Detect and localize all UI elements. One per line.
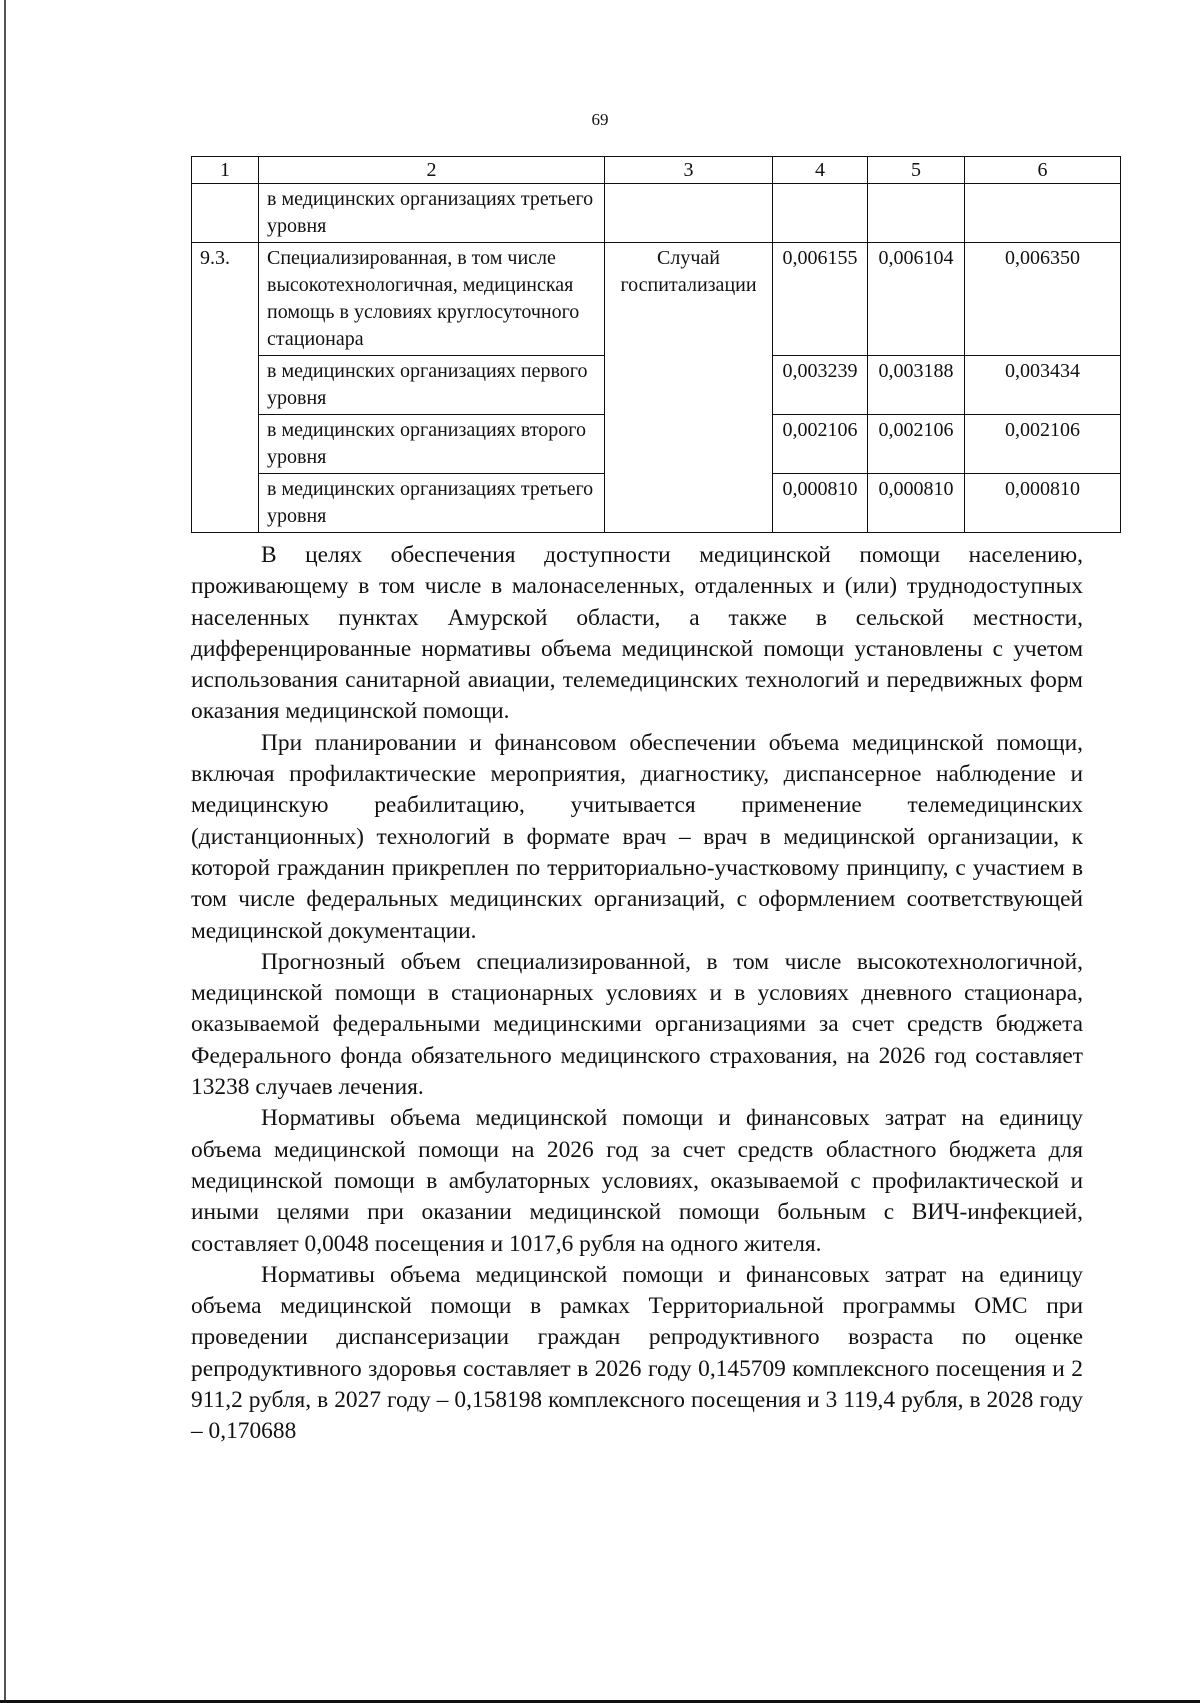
- row-number: 9.3.: [192, 243, 259, 533]
- row-value-2027: 0,003188: [868, 356, 965, 415]
- row-unit: [605, 184, 773, 243]
- paragraph-reproductive-norms: Нормативы объема медицинской помощи и финансовых затрат на единицу объема медицинской помощи в рамках Территориальной программы ОМС при проведении диспансеризации граждан репродуктивного возраста по оценке репродуктивного здоровья составляет в 2026 году 0,145709 комплексного посещения и 2 911,2 рубля, в 2027 году – 0,158198 комплексного посещения и 3 119,4 рубля, в 2028 году – 0,170688: [191, 1261, 1083, 1445]
- row-value-2026: 0,006155: [773, 243, 868, 356]
- row-value-2028: 0,000810: [965, 474, 1121, 533]
- row-number: [192, 184, 259, 243]
- row-value-2027: 0,006104: [868, 243, 965, 356]
- row-value-2028: 0,003434: [965, 356, 1121, 415]
- row-value-2027: [868, 184, 965, 243]
- row-name: в медицинских организациях третьего уровня: [259, 474, 605, 533]
- paragraph-forecast-volume: Прогнозный объем специализированной, в том числе высокотехнологичной, медицинской помощи в стационарных условиях и в условиях дневного стационара, оказываемой федеральными медицинскими организациями за счет средств бюджета Федерального фонда обязательного медицинского страхования, на 2026 год составляет 13238 случаев лечения.: [191, 948, 1083, 1101]
- row-value-2026: 0,003239: [773, 356, 868, 415]
- norms-table: [191, 156, 1121, 533]
- row-name: Специализированная, в том числе высокотехнологичная, медицинская помощь в условиях круглосуточного стационара: [259, 243, 605, 356]
- paragraph-accessibility: В целях обеспечения доступности медицинской помощи населению, проживающему в том числе в малонаселенных, отдаленных и (или) труднодоступных населенных пунктах Амурской области, а также в сельской местности, дифференцированные нормативы объема медицинской помощи установлены с учетом использования санитарной авиации, телемедицинских технологий и передвижных форм оказания медицинской помощи.: [191, 542, 1083, 725]
- row-value-2026: [773, 184, 868, 243]
- body-text: [191, 540, 1083, 1448]
- row-value-2026: 0,002106: [773, 415, 868, 474]
- header-col-5: 5: [868, 157, 965, 184]
- row-value-2028: 0,002106: [965, 415, 1121, 474]
- header-col-1: 1: [192, 157, 259, 184]
- scan-edge-line: [4, 0, 6, 1703]
- page-number: 69: [591, 110, 609, 129]
- header-col-6: 6: [965, 157, 1121, 184]
- paragraph-hiv-norms: Нормативы объема медицинской помощи и финансовых затрат на единицу объема медицинской помощи на 2026 год за счет средств областного бюджета для медицинской помощи в амбулаторных условиях, оказываемой с профилактической и иными целями при оказании медицинской помощи больным с ВИЧ-инфекцией, составляет 0,0048 посещения и 1017,6 рубля на одного жителя.: [191, 1105, 1083, 1257]
- row-value-2028: 0,006350: [965, 243, 1121, 356]
- paragraph-telemedicine: При планировании и финансовом обеспечении объема медицинской помощи, включая профилактические мероприятия, диагностику, диспансерное наблюдение и медицинскую реабилитацию, учитывается применение телемедицинских (дистанционных) технологий в формате врач – врач в медицинской организации, к которой гражданин прикреплен по территориально-участковому принципу, с участием в том числе федеральных медицинских организаций, с оформлением соответствующей медицинской документации.: [191, 729, 1083, 944]
- row-value-2026: 0,000810: [773, 474, 868, 533]
- row-value-2027: 0,000810: [868, 474, 965, 533]
- header-col-3: 3: [605, 157, 773, 184]
- header-col-2: 2: [259, 157, 605, 184]
- row-value-2028: [965, 184, 1121, 243]
- table-header-row: [192, 157, 1121, 184]
- row-value-2027: 0,002106: [868, 415, 965, 474]
- table-row: [192, 184, 1121, 243]
- header-col-4: 4: [773, 157, 868, 184]
- row-name: в медицинских организациях второго уровня: [259, 415, 605, 474]
- table-row: [192, 243, 1121, 356]
- row-name: в медицинских организациях первого уровня: [259, 356, 605, 415]
- row-unit: Случай госпитализации: [605, 243, 773, 533]
- row-name: в медицинских организациях третьего уровня: [259, 184, 605, 243]
